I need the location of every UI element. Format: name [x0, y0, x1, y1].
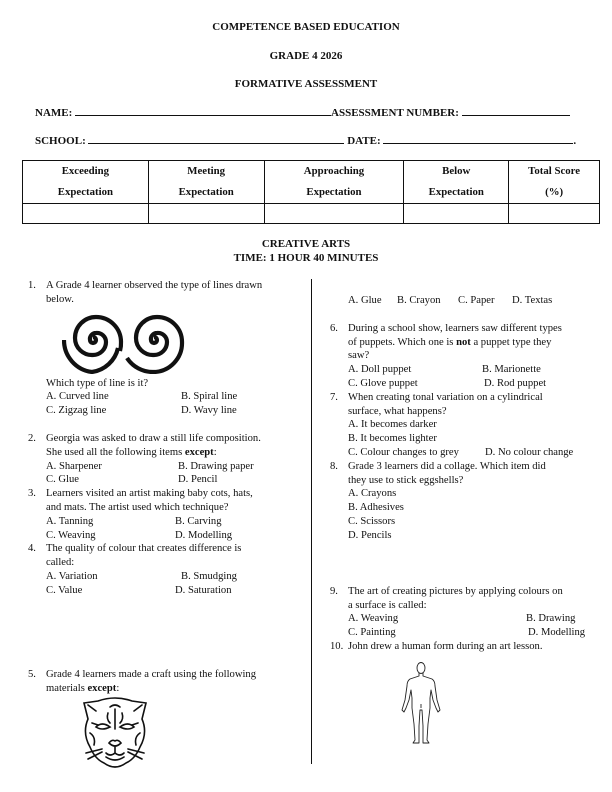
school-label: SCHOOL:	[35, 135, 86, 147]
question-10: 10. John drew a human form during an art lesson.	[330, 641, 543, 652]
date-label: DATE:	[347, 135, 381, 147]
q8-option-c[interactable]: C. Scissors	[348, 516, 396, 527]
q5-option-a[interactable]: A. Glue	[348, 295, 382, 306]
question-2: 2. Georgia was asked to draw a still life composition. She used all the following items except:	[28, 433, 261, 458]
name-field[interactable]	[75, 106, 331, 116]
question-1: 1. A Grade 4 learner observed the type of lines drawn below.	[28, 280, 263, 305]
column-divider	[311, 279, 312, 764]
score-cell-total[interactable]	[509, 204, 600, 224]
human-figure-image	[396, 660, 446, 746]
q1-option-c[interactable]: C. Zigzag line	[46, 405, 107, 416]
score-table	[22, 160, 600, 224]
question-8: 8. Grade 3 learners did a collage. Which item did they use to stick eggshells?	[330, 461, 546, 486]
q7-option-d[interactable]: D. No colour change	[485, 447, 574, 458]
tiger-mask-image	[80, 697, 150, 771]
q4-option-c[interactable]: C. Value	[46, 585, 83, 596]
q8-option-a[interactable]: A. Crayons	[348, 488, 397, 499]
col-meeting: Meeting Expectation	[148, 161, 264, 204]
double-spiral-image	[62, 302, 186, 374]
subject-time: TIME: 1 HOUR 40 MINUTES	[233, 252, 379, 264]
q3-option-d[interactable]: D. Modelling	[175, 530, 233, 541]
question-9: 9. The art of creating pictures by applying colours on a surface is called:	[330, 586, 563, 611]
q1-option-d[interactable]: D. Wavy line	[181, 405, 237, 416]
score-cell-below[interactable]	[404, 204, 509, 224]
q6-option-a[interactable]: A. Doll puppet	[348, 364, 412, 375]
question-5: 5. Grade 4 learners made a craft using the following materials except:	[28, 669, 257, 694]
q4-option-d[interactable]: D. Saturation	[175, 585, 232, 596]
school-field[interactable]	[88, 134, 344, 144]
assessment-number-label: ASSESSMENT NUMBER:	[331, 107, 459, 119]
col-approaching: Approaching Expectation	[264, 161, 404, 204]
q7-option-c[interactable]: C. Colour changes to grey	[348, 447, 459, 458]
question-7: 7. When creating tonal variation on a cylindrical surface, what happens?	[330, 392, 543, 417]
assessment-number-field[interactable]	[462, 106, 570, 116]
q4-option-a[interactable]: A. Variation	[46, 571, 98, 582]
q3-option-a[interactable]: A. Tanning	[46, 516, 94, 527]
q2-option-a[interactable]: A. Sharpener	[46, 461, 102, 472]
q3-option-c[interactable]: C. Weaving	[46, 530, 96, 541]
q2-option-c[interactable]: C. Glue	[46, 474, 79, 485]
q2-option-b[interactable]: B. Drawing paper	[178, 461, 254, 472]
doc-heading-1: COMPETENCE BASED EDUCATION	[212, 21, 400, 33]
subject-title: CREATIVE ARTS	[261, 238, 351, 250]
q5-option-c[interactable]: C. Paper	[458, 295, 495, 306]
date-field[interactable]	[383, 134, 573, 144]
q3-option-b[interactable]: B. Carving	[175, 516, 222, 527]
col-total-score: Total Score (%)	[509, 161, 600, 204]
q9-option-b[interactable]: B. Drawing	[526, 613, 576, 624]
name-row	[35, 106, 570, 121]
q7-option-a[interactable]: A. It becomes darker	[348, 419, 437, 430]
q8-option-b[interactable]: B. Adhesives	[348, 502, 404, 513]
score-table-header	[23, 161, 600, 204]
doc-heading-2: GRADE 4 2026	[269, 50, 343, 62]
q5-option-d[interactable]: D. Textas	[512, 295, 553, 306]
date-suffix: .	[573, 135, 577, 147]
q9-option-c[interactable]: C. Painting	[348, 627, 396, 638]
q9-option-a[interactable]: A. Weaving	[348, 613, 399, 624]
q6-option-b[interactable]: B. Marionette	[482, 364, 541, 375]
q6-option-c[interactable]: C. Glove puppet	[348, 378, 418, 389]
name-label: NAME:	[35, 107, 73, 119]
q6-option-d[interactable]: D. Rod puppet	[484, 378, 547, 389]
q8-option-d[interactable]: D. Pencils	[348, 530, 392, 541]
q4-option-b[interactable]: B. Smudging	[181, 571, 237, 582]
question-3: 3. Learners visited an artist making baby cots, hats, and mats. The artist used which technique?	[28, 488, 253, 513]
q9-option-d[interactable]: D. Modelling	[528, 627, 586, 638]
question-4: 4. The quality of colour that creates difference is called:	[28, 543, 242, 568]
question-6: 6. During a school show, learners saw different types of puppets. Which one is not a puppet type they saw?	[330, 323, 562, 362]
q7-option-b[interactable]: B. It becomes lighter	[348, 433, 437, 444]
score-cell-exceeding[interactable]	[23, 204, 149, 224]
q1-option-a[interactable]: A. Curved line	[46, 391, 109, 402]
school-row	[35, 134, 576, 149]
col-below: Below Expectation	[404, 161, 509, 204]
q1-option-b[interactable]: B. Spiral line	[181, 391, 238, 402]
col-exceeding: Exceeding Expectation	[23, 161, 149, 204]
score-table-row	[23, 204, 600, 224]
q2-option-d[interactable]: D. Pencil	[178, 474, 218, 485]
doc-heading-3: FORMATIVE ASSESSMENT	[234, 78, 378, 90]
score-cell-meeting[interactable]	[148, 204, 264, 224]
question-1-prompt: Which type of line is it?	[46, 378, 149, 389]
q5-option-b[interactable]: B. Crayon	[397, 295, 441, 306]
score-cell-approaching[interactable]	[264, 204, 404, 224]
